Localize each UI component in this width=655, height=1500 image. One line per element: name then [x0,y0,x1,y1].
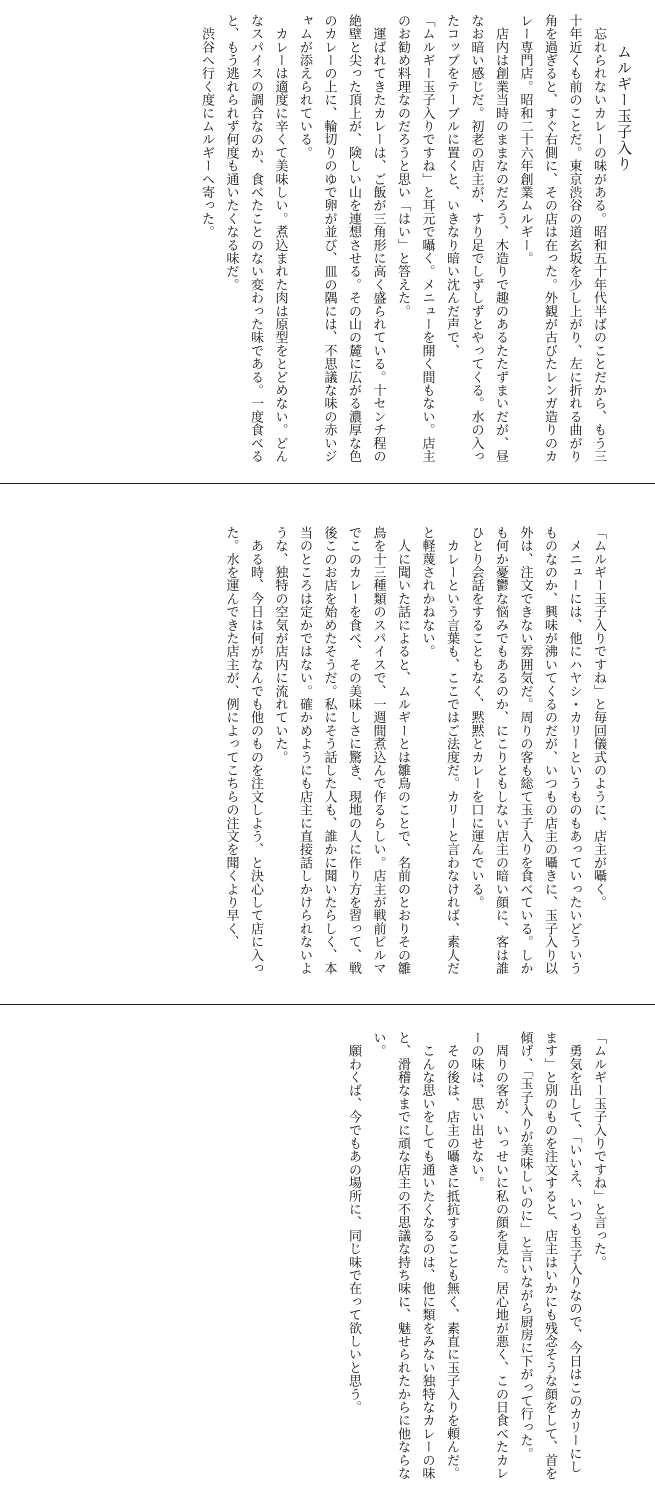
paragraph: 周りの客が、いっせいに私の顔を見た。居心地が悪く、この日食べたカレーの味は、思い出せない。 [468,1031,508,1480]
paragraph: 人に聞いた話によると、ムルギーとは雛鳥のことで、名前のとおりその雛鳥を十三種類のスパイスで、一週間煮込んで作るらしい。店主が戦前ビルマでこのカレーを食べ、その美味しさに驚き、現地の人に作り方を習って、戦後このお店を始めたそうだ。私にそう話した人も、誰かに聞いたらしく、本当のところは定かではない。確かめようにも店主に直接話しかけられないような、独特の空気が店内に流れていた。 [272,526,410,975]
paragraph: 忘れられないカレーの味がある。昭和五十年代半ばのことだから、もう三十年近くも前のことだ。東京渋谷の道玄坂を少し上がり、左に折れる曲がり角を過ぎると、すぐ右側に、その店は在った。外観が古びたレンガ造りのカレー専門店。昭和二十六年創業ムルギー。 [517,14,606,463]
paragraph: カレーは適度に辛くて美味しい。煮込まれた肉は原型をとどめない。どんなスパイスの調合なのか、食べたことのない変わった味である。一度食べると、もう逃れられず何度も通いたくなる味だ。 [223,14,288,463]
paragraph: 渋谷へ行く度にムルギーへ寄った。 [199,14,214,239]
paragraph: ある時、今日は何がなんでも他のものを注文しよう、と決心して店に入った。水を運んできた店主が、例によってこちらの注文を聞くより早く、 [223,526,263,975]
paragraph: カレーという言葉も、ここではご法度だ。カリーと言わなければ、素人だと軽蔑されかねない。 [419,526,459,975]
essay-title: ムルギー玉子入り [615,44,633,172]
paragraph: 「ムルギー玉子入りですね」と言った。 [591,1031,606,1269]
section-2-text [218,526,610,980]
paragraph: 勇気を出して、「いいえ、いつも玉子入りなので、今日はこのカリーにします」と別のものを注文すると、店主はいかにも残念そうな顔をして、首を傾げ、「玉子入りが美味しいのに」と言いながら厨房に下がって行った。 [517,1031,582,1480]
paragraph: こんな思いをしても通いたくなるのは、他に類をみない独特なカレーの味と、滑稽なまでに頑な店主の不思議な持ち味に、魅せられたからに他ならない。 [370,1031,435,1480]
paragraph: 願わくば、今でもあの場所に、同じ味で在って欲しいと思う。 [346,1031,361,1414]
section-3-text [341,1031,611,1485]
page-section-3 [0,1005,655,1500]
section-1-text [194,14,611,468]
page-section-2 [0,484,655,1003]
page-section-1 [0,0,655,482]
paragraph: 「ムルギー玉子入りですね」と毎回儀式のように、店主が囁く。 [591,526,606,909]
paragraph: 店内は創業当時のままなのだろう、木造りで趣のあるたたずまいだが、昼なお暗い感じだ。初老の店主が、すり足でしずしずとやってくる。水の入ったコップをテーブルに置くと、いきなり暗い沈んだ声で、 [444,14,508,463]
paragraph: 運ばれてきたカレーは、ご飯が三角形に高く盛られている。十センチ程の絶壁と尖った頂上が、険しい山を連想させる。その山の麓に広がる濃厚な色のカレーの上に、輪切りのゆで卵が並び、皿の隅には、不思議な味の赤いジャムが添えられている。 [297,14,386,463]
paragraph: 「ムルギー玉子入りですね」と耳元で囁く。メニューを開く間もない。店主のお勧め料理なのだろうと思い「はい」と答えた。 [395,14,435,463]
paragraph: その後は、店主の囁きに抵抗することも無く、素直に玉子入りを頼んだ。 [444,1031,459,1480]
paragraph: メニューには、他にハヤシ・カリーというものもあっていったいどういうものなのか、興味が沸いてくるのだが、いつもの店主の囁きに、玉子入り以外は、注文できない雰囲気だ。周りの客も総て玉子入りを食べている。しかも何か憂鬱な悩みでもあるのか、にこりともしない店主の暗い顔に、客は誰ひとり会話をすることもなく、黙黙とカレーを口に運んでいる。 [468,526,582,975]
